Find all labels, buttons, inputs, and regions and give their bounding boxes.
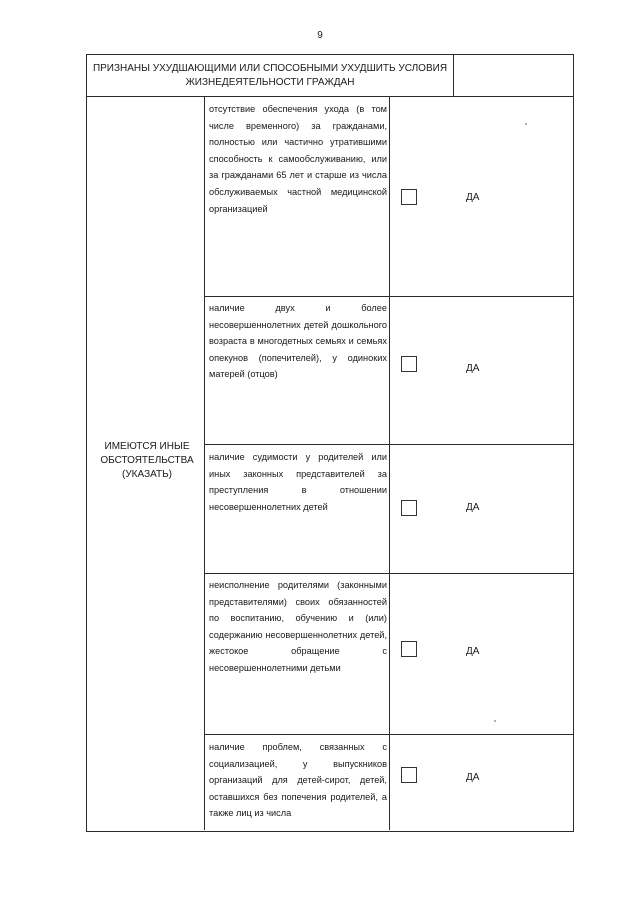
row-1-text: отсутствие обеспечения ухода (в том числе временного) за гражданами, полностью или частично утратившими способность к самообслуживанию, или за гражданами 65 лет и старше из числа обслуживаемых частной медицинской организацией (209, 104, 387, 214)
row-1-checkbox[interactable] (401, 189, 417, 205)
table-header-title: ПРИЗНАНЫ УХУДШАЮЩИМИ ИЛИ СПОСОБНЫМИ УХУДШИТЬ УСЛОВИЯ ЖИЗНЕДЕЯТЕЛЬНОСТИ ГРАЖДАН (92, 63, 448, 88)
row-divider-2 (204, 444, 573, 445)
left-category-label: ИМЕЮТСЯ ИНЫЕ ОБСТОЯТЕЛЬСТВА (УКАЗАТЬ) (100, 441, 194, 480)
row-4-answer: ДА (466, 646, 480, 657)
header-divider (86, 96, 574, 97)
scan-speck (525, 123, 527, 125)
row-5-checkbox[interactable] (401, 767, 417, 783)
row-divider-4 (204, 734, 573, 735)
row-3-answer: ДА (466, 502, 480, 513)
row-5-answer: ДА (466, 772, 480, 783)
column-divider-2 (389, 96, 390, 830)
row-2-answer: ДА (466, 363, 480, 374)
row-2-text: наличие двух и более несовершеннолетних детей дошкольного возраста в многодетных семьях и семьях опекунов (попечителей), у одиноких матерей (отцов) (209, 303, 387, 380)
row-2-checkbox[interactable] (401, 356, 417, 372)
row-3-checkbox[interactable] (401, 500, 417, 516)
header-right-divider (453, 54, 454, 96)
row-3-text: наличие судимости у родителей или иных законных представителей за преступления в отношении несовершеннолетних детей (209, 452, 387, 512)
row-1-answer: ДА (466, 192, 480, 203)
scan-speck (494, 720, 496, 722)
row-divider-3 (204, 573, 573, 574)
page-number: 9 (317, 30, 323, 41)
row-4-text: неисполнение родителями (законными представителями) своих обязанностей по воспитанию, обучению и (или) содержанию несовершеннолетних детей, жестокое обращение с несовершеннолетними детьми (209, 580, 387, 673)
row-divider-1 (204, 296, 573, 297)
row-5-text: наличие проблем, связанных с социализацией, у выпускников организаций для детей-сирот, детей, оставшихся без попечения родителей, а также лиц из числа (209, 742, 387, 819)
row-4-checkbox[interactable] (401, 641, 417, 657)
column-divider-1 (204, 96, 205, 830)
